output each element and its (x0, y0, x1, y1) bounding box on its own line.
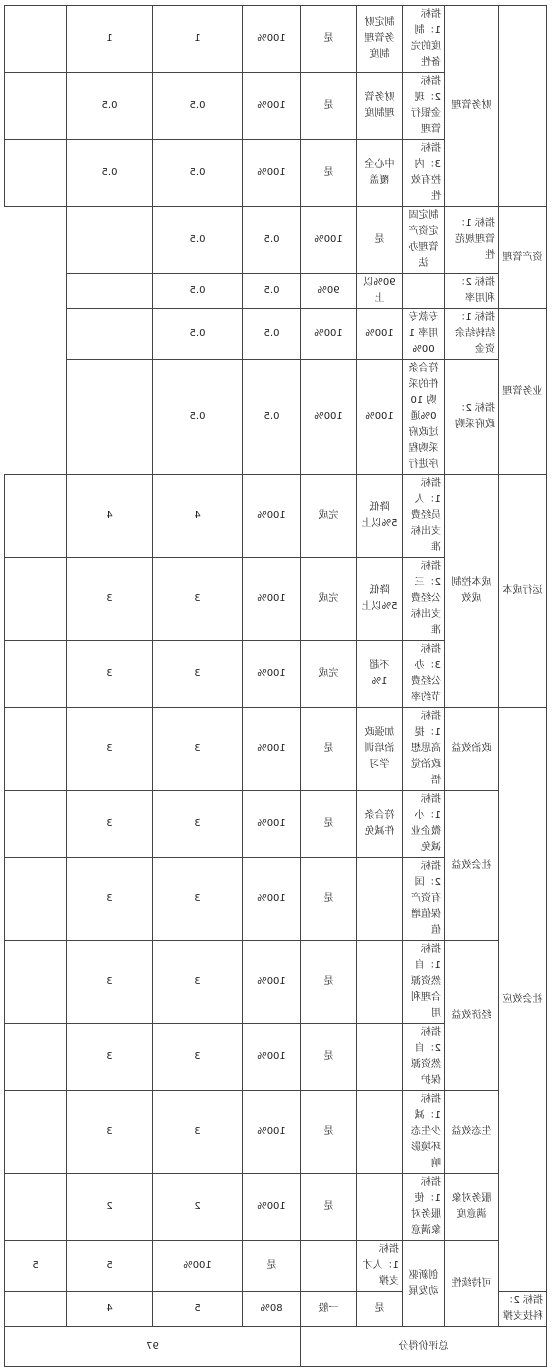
category-cell: 社会效应 (499, 708, 547, 1292)
indicator-cell: 指标 1：结转结余资金 (445, 309, 499, 360)
weight-cell: 3 (153, 558, 243, 641)
score-cell: 2 (67, 1174, 153, 1241)
indicator-cell: 指标 2：政府采购 (445, 360, 499, 475)
category-cell: 运行成本 (499, 475, 547, 708)
blank-cell (5, 858, 67, 941)
target-cell: 财务管理制度 (357, 73, 403, 140)
actual-cell: 是 (243, 1241, 301, 1292)
score-cell: 3 (67, 641, 153, 708)
target-cell (357, 941, 403, 1024)
score-cell: 0.5 (153, 360, 243, 475)
indicator-cell: 指标 1：管理规范性 (445, 207, 499, 274)
blank-cell (5, 708, 67, 791)
rate-cell: 90% (301, 274, 357, 309)
table-row (5, 1091, 547, 1174)
score-cell: 0.5 (67, 140, 153, 207)
table-row (5, 207, 547, 274)
target-cell: 制定财务管理制度 (357, 6, 403, 73)
score-cell: 0.5 (67, 73, 153, 140)
total-score: 97 (5, 1327, 301, 1367)
actual-cell: 完成 (301, 641, 357, 708)
blank-cell (5, 73, 67, 140)
indicator-cell: 指标 1：使服务对象满意 (403, 1174, 445, 1241)
actual-cell: 是 (301, 73, 357, 140)
score-cell: 0.5 (153, 309, 243, 360)
blank-cell (5, 1024, 67, 1091)
rate-cell: 100% (153, 1241, 243, 1292)
indicator-cell: 指标 2：三公经费支出标准 (403, 558, 445, 641)
rate-cell: 100% (243, 941, 301, 1024)
weight-cell: 3 (153, 1024, 243, 1091)
table-row (5, 475, 547, 558)
target-cell: 符合条件减免 (357, 791, 403, 858)
weight-cell: 5 (153, 1292, 243, 1327)
subcategory-cell: 业务管理 (499, 309, 547, 475)
score-cell: 1 (67, 6, 153, 73)
rate-cell: 100% (243, 475, 301, 558)
table-row (5, 274, 547, 309)
indicator-cell: 指标 2：自然资源保护 (403, 1024, 445, 1091)
weight-cell: 0.5 (153, 73, 243, 140)
target-cell: 制定固定资产管理办法 (403, 207, 445, 274)
actual-cell: 完成 (301, 558, 357, 641)
indicator-cell: 指标 2：科技支撑 (499, 1292, 547, 1327)
rate-cell: 100% (243, 1024, 301, 1091)
table-row (5, 791, 547, 858)
target-cell (357, 1174, 403, 1241)
subcategory-cell: 创新驱动发展 (403, 1241, 445, 1327)
indicator-cell: 指标 2：利用率 (445, 274, 499, 309)
indicator-cell: 指标 1：小微企业减免 (403, 791, 445, 858)
indicator-cell: 指标 3：内控有效性 (403, 140, 445, 207)
subcategory-cell: 经济效益 (445, 941, 499, 1091)
weight-cell: 3 (153, 708, 243, 791)
subcategory-cell: 成本控制成效 (445, 475, 499, 708)
actual-cell: 一般 (301, 1292, 357, 1327)
score-cell: 4 (67, 1292, 153, 1327)
actual-cell: 是 (301, 791, 357, 858)
target-cell: 加强政治培训学习 (357, 708, 403, 791)
subcategory-cell: 生态效益 (445, 1091, 499, 1174)
indicator-cell: 指标 1：制度的完备性 (403, 6, 445, 73)
score-cell: 3 (67, 1091, 153, 1174)
rate-cell: 100% (243, 6, 301, 73)
score-cell: 3 (67, 941, 153, 1024)
actual-cell: 是 (301, 858, 357, 941)
blank-cell (5, 941, 67, 1024)
weight-cell: 2 (153, 1174, 243, 1241)
actual-cell: 是 (301, 941, 357, 1024)
blank-cell (5, 1292, 67, 1327)
weight-cell: 3 (153, 858, 243, 941)
actual-cell: 是 (301, 1091, 357, 1174)
rate-cell: 80% (243, 1292, 301, 1327)
total-row (5, 1327, 547, 1367)
actual-cell: 是 (301, 1174, 357, 1241)
actual-cell: 是 (301, 6, 357, 73)
actual-cell: 是 (357, 207, 403, 274)
indicator-cell: 指标 3：办公经费节约率 (403, 641, 445, 708)
actual-cell: 是 (301, 1024, 357, 1091)
table-row (5, 1241, 547, 1292)
score-cell: 0.5 (153, 207, 243, 274)
rate-cell: 100% (243, 791, 301, 858)
weight-cell: 0.5 (243, 309, 301, 360)
target-cell: 专款专用率 100% (403, 309, 445, 360)
target-cell: 中心全覆盖 (357, 140, 403, 207)
weight-cell: 5 (67, 1241, 153, 1292)
indicator-cell: 指标 2：国有资产保值增值 (403, 858, 445, 941)
rate-cell: 100% (243, 140, 301, 207)
blank-cell (5, 1174, 67, 1241)
table-row (5, 360, 547, 475)
blank-cell (5, 791, 67, 858)
table-row (5, 1174, 547, 1241)
subcategory-cell: 资产管理 (499, 207, 547, 309)
actual-cell: 100% (357, 360, 403, 475)
weight-cell: 4 (153, 475, 243, 558)
target-cell (403, 274, 445, 309)
rate-cell: 100% (243, 73, 301, 140)
target-cell: 降低 5%以上 (357, 475, 403, 558)
indicator-cell: 指标 1：自然资源合理利用 (403, 941, 445, 1024)
blank-cell (5, 558, 67, 641)
subcategory-cell: 社会效益 (445, 791, 499, 941)
table-row (5, 941, 547, 1024)
blank-cell (67, 309, 153, 360)
weight-cell: 3 (153, 791, 243, 858)
table-row (5, 309, 547, 360)
blank-cell (5, 475, 67, 558)
weight-cell: 3 (153, 641, 243, 708)
table-row (5, 708, 547, 791)
evaluation-table (4, 5, 547, 1367)
score-cell: 5 (5, 1241, 67, 1292)
weight-cell: 0.5 (243, 207, 301, 274)
blank-cell (5, 1091, 67, 1174)
indicator-cell: 指标 1：人才支撑 (357, 1241, 403, 1292)
score-cell: 4 (67, 475, 153, 558)
blank-cell (67, 274, 153, 309)
score-cell: 3 (67, 791, 153, 858)
score-cell: 3 (67, 1024, 153, 1091)
indicator-cell: 指标 1：减少生态环境影响 (403, 1091, 445, 1174)
actual-cell: 100% (357, 309, 403, 360)
target-cell: 符合条件的采购 100%通过政府采购程序进行 (403, 360, 445, 475)
score-cell: 0.5 (153, 274, 243, 309)
table-row (5, 6, 547, 73)
rate-cell: 100% (243, 641, 301, 708)
target-cell: 是 (357, 1292, 403, 1327)
target-cell (301, 1241, 357, 1292)
target-cell (357, 858, 403, 941)
score-cell: 3 (67, 558, 153, 641)
rate-cell: 100% (243, 858, 301, 941)
indicator-cell: 指标 1：人员经费支出标准 (403, 475, 445, 558)
actual-cell: 是 (301, 140, 357, 207)
subcategory-cell: 政治效益 (445, 708, 499, 791)
weight-cell: 3 (153, 941, 243, 1024)
rate-cell: 100% (243, 1091, 301, 1174)
actual-cell: 90%以上 (357, 274, 403, 309)
rate-cell: 100% (243, 1174, 301, 1241)
indicator-cell: 指标 1：提高思想政治觉悟 (403, 708, 445, 791)
subcategory-cell: 服务对象满意度 (445, 1174, 499, 1241)
total-label: 总评价得分 (301, 1327, 547, 1367)
category-cell (499, 6, 547, 207)
target-cell: 降低 5%以上 (357, 558, 403, 641)
blank-cell (67, 360, 153, 475)
actual-cell: 完成 (301, 475, 357, 558)
score-cell: 3 (67, 708, 153, 791)
indicator-cell: 指标 2：现金银行管理 (403, 73, 445, 140)
weight-cell: 0.5 (243, 274, 301, 309)
rate-cell: 100% (243, 558, 301, 641)
blank-cell (5, 140, 67, 207)
blank-cell (67, 207, 153, 274)
rate-cell: 100% (243, 708, 301, 791)
weight-cell: 1 (153, 6, 243, 73)
rate-cell: 100% (301, 207, 357, 274)
target-cell: 不超 1% (357, 641, 403, 708)
blank-cell (5, 6, 67, 73)
category-cell: 可持续性 (445, 1241, 499, 1327)
weight-cell: 0.5 (243, 360, 301, 475)
target-cell (357, 1091, 403, 1174)
blank-cell (5, 641, 67, 708)
target-cell (357, 1024, 403, 1091)
weight-cell: 0.5 (153, 140, 243, 207)
actual-cell: 是 (301, 708, 357, 791)
weight-cell: 3 (153, 1091, 243, 1174)
rate-cell: 100% (301, 360, 357, 475)
subcategory-cell: 财务管理 (445, 6, 499, 207)
score-cell: 3 (67, 858, 153, 941)
rate-cell: 100% (301, 309, 357, 360)
